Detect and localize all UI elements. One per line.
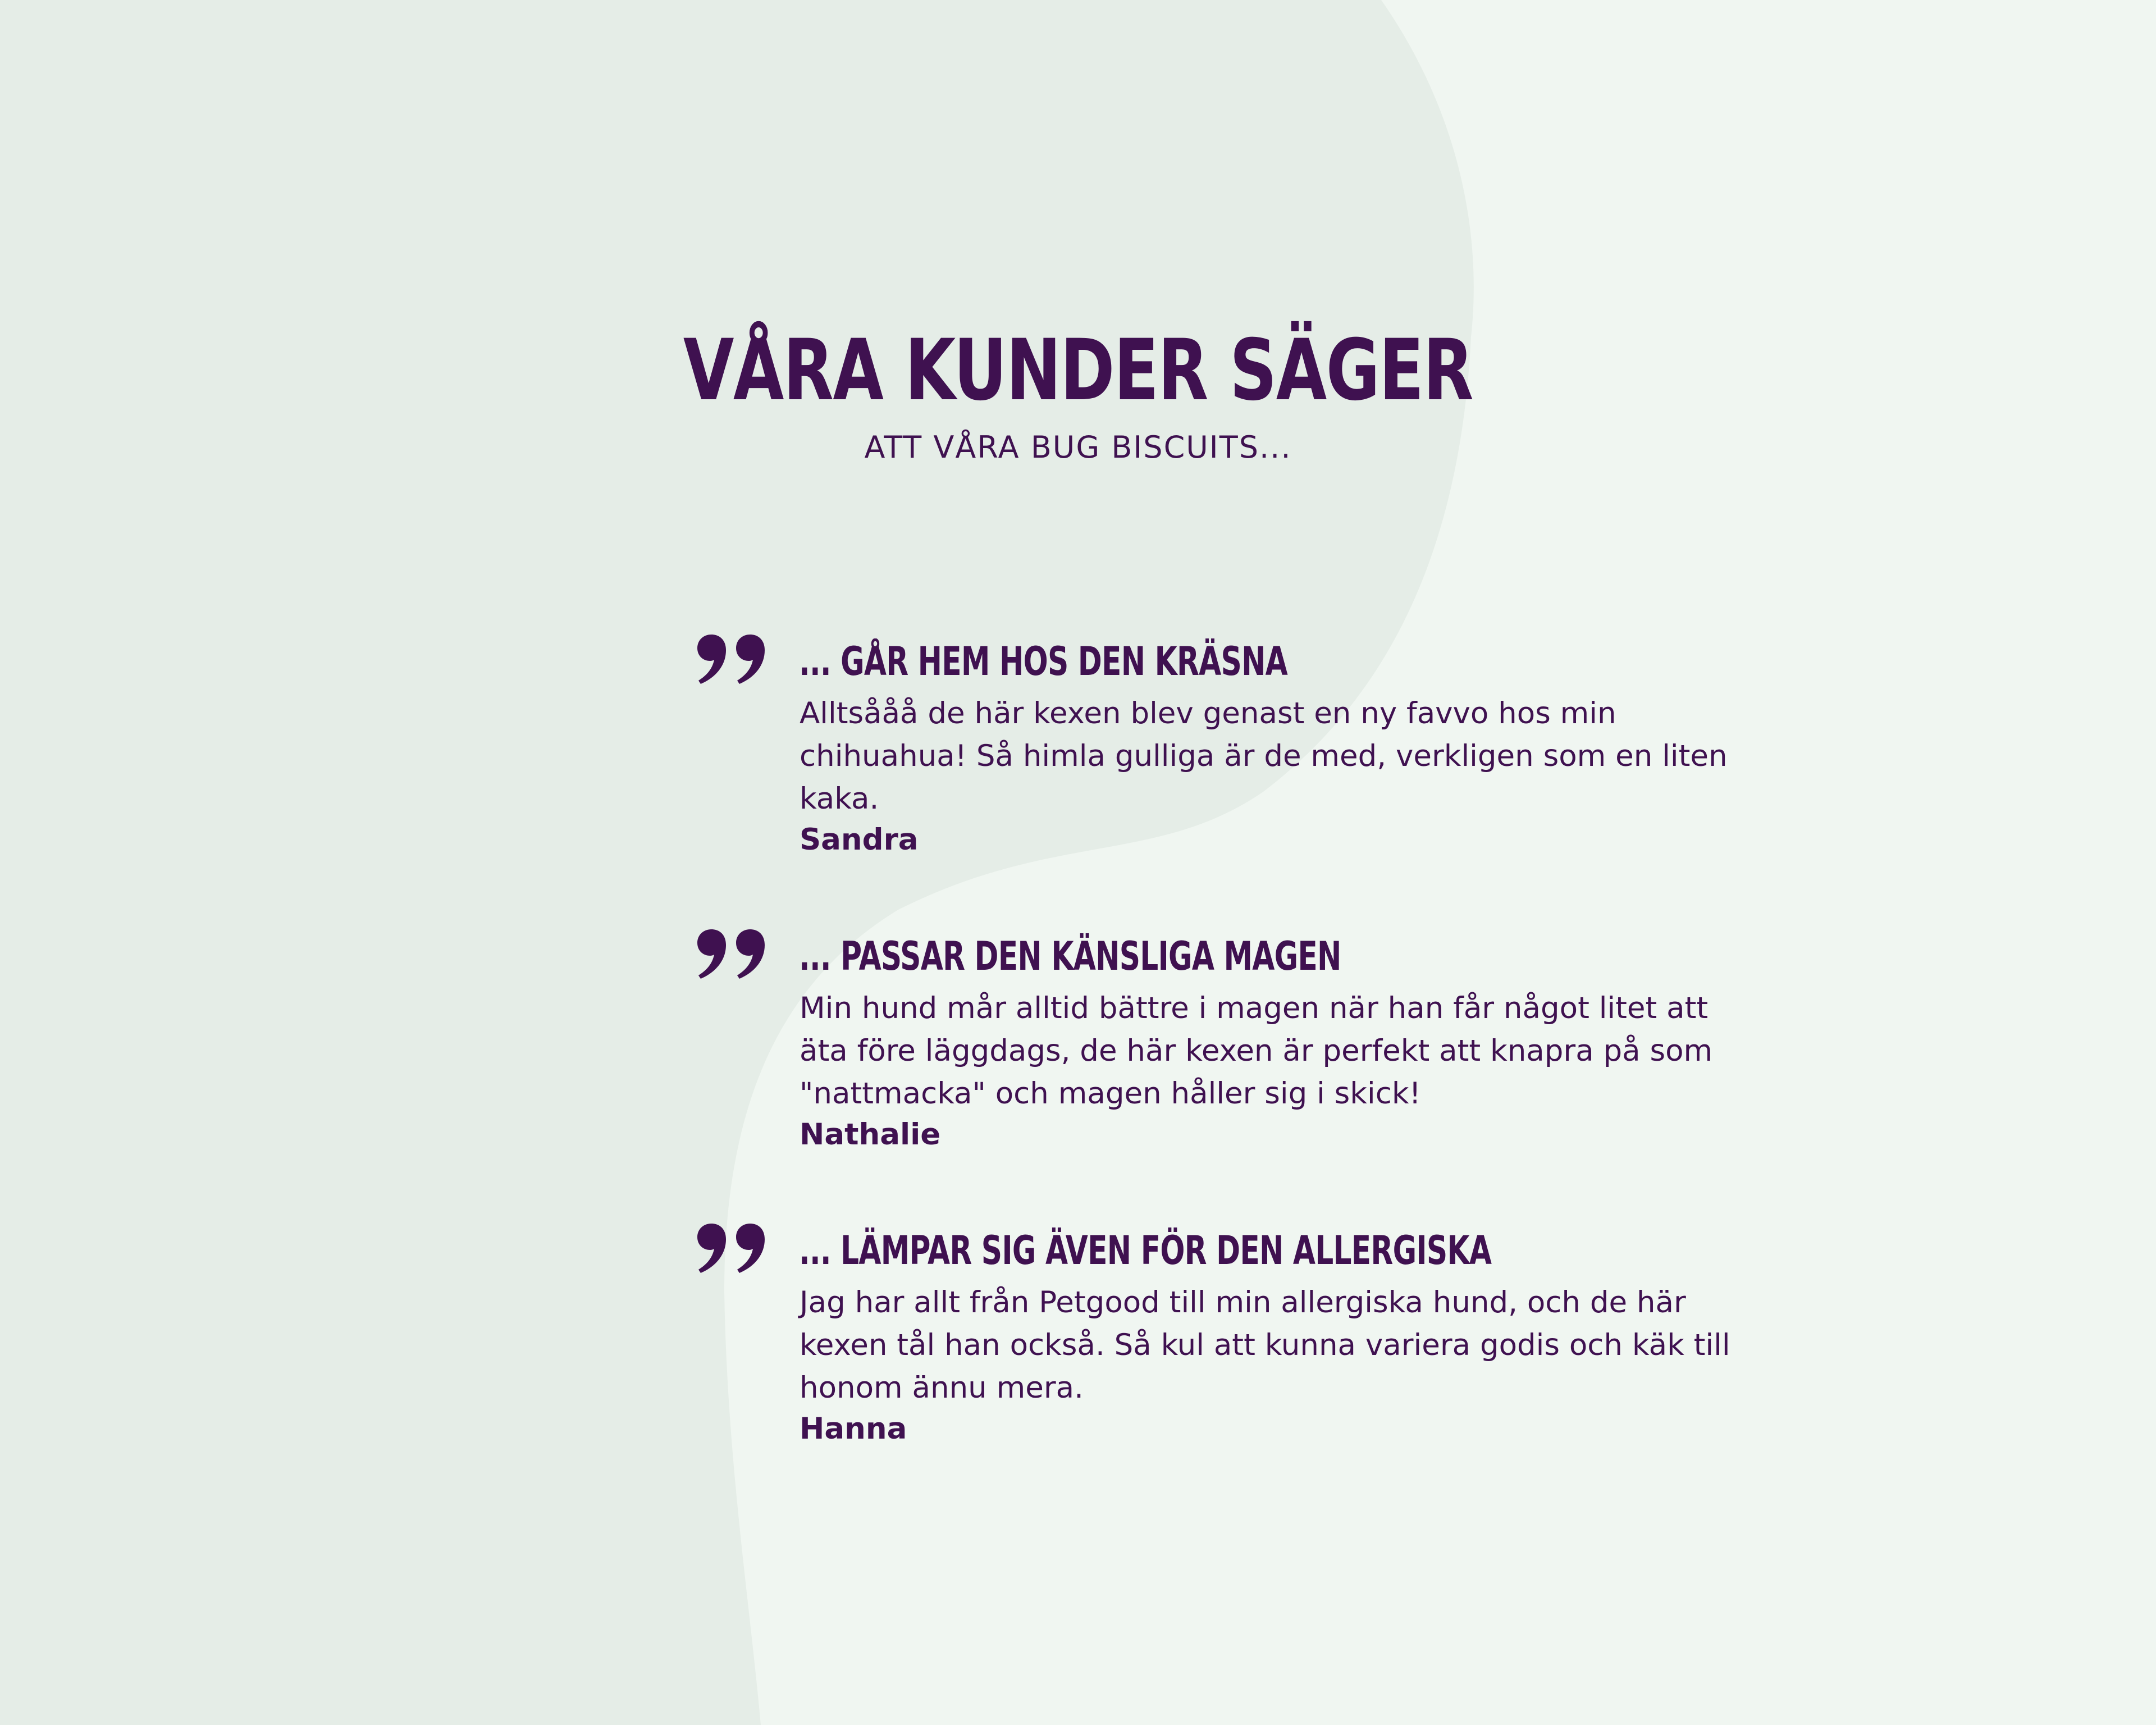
testimonial-card	[696, 1222, 2044, 1503]
testimonial-text: Alltsååå de här kexen blev genast en ny favvo hos min chihuahua! Så himla gulliga är de med, verkligen som en liten kaka.	[800, 696, 1728, 816]
testimonial-text: Min hund mår alltid bättre i magen när han får något litet att äta före läggdags, de här kexen är perfekt att knapra på som "nattmacka" och magen håller sig i skick!	[800, 991, 1713, 1111]
section-subtitle: ATT VÅRA BUG BISCUITS...	[864, 430, 1292, 465]
testimonial-heading: ... PASSAR DEN KÄNSLIGA MAGEN	[799, 933, 1341, 979]
testimonial-heading: ... LÄMPAR SIG ÄVEN FÖR DEN ALLERGISKA	[799, 1227, 1492, 1274]
testimonial-heading: ... GÅR HEM HOS DEN KRÄSNA	[799, 638, 1288, 684]
testimonial-card	[696, 633, 2044, 914]
testimonial-author: Sandra	[800, 823, 919, 857]
testimonial-author: Hanna	[800, 1412, 907, 1446]
testimonial-card	[696, 928, 2044, 1209]
quote-icon	[696, 928, 766, 979]
testimonial-author: Nathalie	[800, 1117, 941, 1152]
section-title: VÅRA KUNDER SÄGER	[683, 322, 1473, 419]
testimonial-text: Jag har allt från Petgood till min allergiska hund, och de här kexen tål han också. Så kul att kunna variera godis och käk till honom ännu mera.	[800, 1285, 1730, 1405]
quote-icon	[696, 633, 766, 684]
quote-icon	[696, 1222, 766, 1273]
